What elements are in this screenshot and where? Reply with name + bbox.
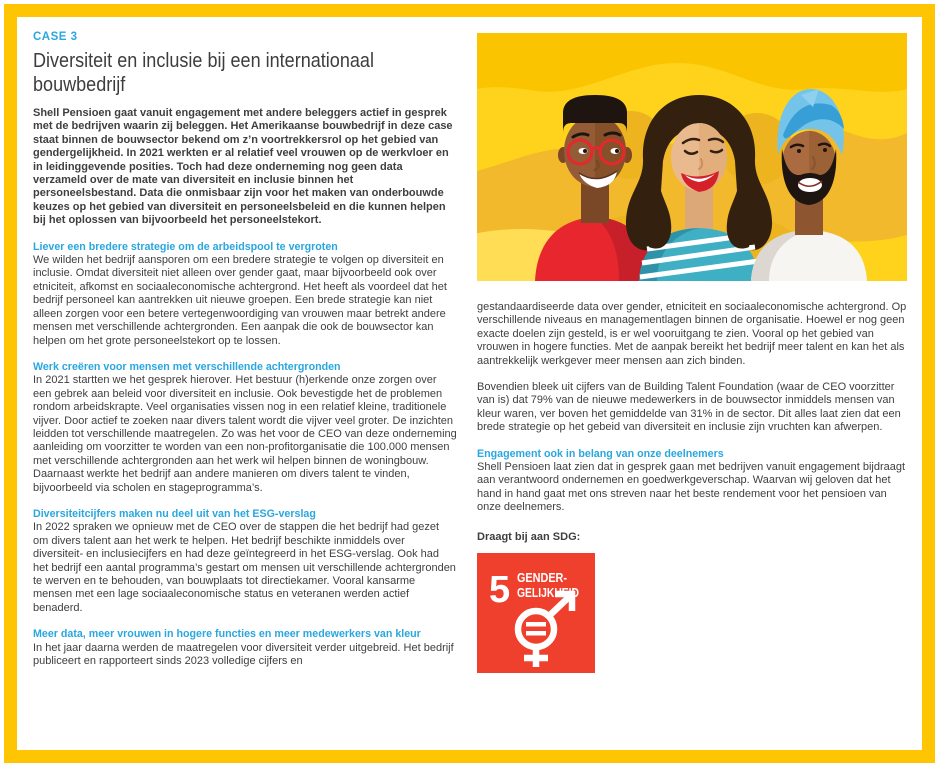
page-title — [33, 49, 457, 97]
page-title-line: bouwbedrijf — [33, 73, 126, 96]
paragraph: Bovendien bleek uit cijfers van de Building Talent Foundation (waar de CEO voorzitter van is) dat 79% van de nieuwe medewerkers in de bouwsector inmiddels mensen van kleur waren, ver boven het gemiddelde van 31% in de sector. Dit alles laat zien dat een brede strategie op het gebeid van diversiteit en inclusie zijn vruchten kan afwerpen. — [477, 381, 901, 434]
intro-paragraph: Shell Pensioen gaat vanuit engagement met andere beleggers actief in gesprek met de bedrijven waarin zij beleggen. Het Amerikaanse bouwbedrijf in deze case staat binnen de bouwsector bekend om z’n voortrekkersrol op het gebied van gendergelijkheid. In 2021 werkten er al relatief veel vrouwen op de werkvloer en in leidinggevende posities. Toch had deze onderneming nog geen data verzameld over de mate van diversiteit en inclusie binnen het personeelsbestand. Data die onmisbaar zijn voor het maken van onderbouwde keuzes op het gebied van diversiteit en personeelsbeleid en die kunnen helpen bij het oplossen van bijvoorbeeld het personeelstekort. — [33, 107, 453, 227]
section-heading-arbeidspool: Liever een bredere strategie om de arbeidspool te vergroten — [33, 240, 338, 253]
yellow-frame — [4, 4, 935, 763]
sdg5-badge — [477, 553, 595, 673]
sdg5-title-line2: GELIJKHEID — [517, 586, 579, 601]
page-title-line: Diversiteit en inclusie bij een internationaal — [33, 49, 374, 72]
section-heading-engagement: Engagement ook in belang van onze deelnemers — [477, 447, 724, 460]
section-heading-werk-creeren: Werk creëren voor mensen met verschillende achtergronden — [33, 360, 341, 373]
sdg-contribution-label: Draagt bij aan SDG: — [477, 530, 581, 543]
sdg5-title-line1: GENDER- — [517, 571, 567, 586]
section-body: Shell Pensioen laat zien dat in gesprek gaan met bedrijven vanuit engagement bijdraagt aan verantwoord ondernemen en goedwerkgeverschap. Waarvan wij geloven dat het hand in hand gaat met ons streven naar het beste rendement voor het pensioen van onze deelnemers. — [477, 461, 906, 514]
section-heading-esg-verslag: Diversiteitcijfers maken nu deel uit van het ESG-verslag — [33, 507, 316, 520]
left-column — [33, 31, 457, 668]
case-label: CASE 3 — [33, 31, 78, 43]
sdg5-number: 5 — [489, 569, 511, 612]
section-body: In 2021 startten we het gesprek hierover. Het bestuur (h)erkende onze zorgen over een gebrek aan beleid voor diversiteit en inclusie. Ook bevestigde het de problemen rondom arbeidskrapte. Veel organisaties vissen nog in een relatief kleine, traditionele vijver. Door actief te zoeken naar divers talent wordt die vijver veel groter. De inzichten leidden tot verschillende maatregelen. Zo was het voor de CEO van deze onderneming aanleiding om voorzitter te worden van een non-profitorganisatie die 100.000 mensen met verschillende achtergronden aan het werk wil helpen binnen de woningbouw. Daarnaast werkte het bedrijf aan andere manieren om divers talent te vinden, bijvoorbeeld via scholen en stageprogramma’s. — [33, 374, 457, 494]
diversity-illustration — [477, 33, 907, 281]
section-body: In het jaar daarna werden de maatregelen voor diversiteit verder uitgebreid. Het bedrijf publiceert en rapporteert sinds 2023 volledige cijfers en — [33, 641, 454, 668]
section-heading-meer-data: Meer data, meer vrouwen in hogere functies en meer medewerkers van kleur — [33, 628, 421, 641]
section-body: We wilden het bedrijf aansporen om een bredere strategie te volgen op diversiteit en inclusie. Omdat diversiteit niet alleen over gender gaat, maar bijvoorbeeld ook over etniciteit, afkomst en sociaaleconomische achtergrond. Het heeft als voordeel dat het bedrijf personeel kan aantrekken uit nieuwe groepen. Een brede strategie kan niet alleen zorgen voor een betere vertegenwoordiging van vrouwen maar betrekt andere mensen met verschillende achtergronden. Een aanpak die ook de bouwsector kan helpen om het grote personeelstekort op te lossen. — [33, 254, 447, 347]
case-page — [17, 17, 922, 750]
paragraph: gestandaardiseerde data over gender, etniciteit en sociaaleconomische achtergrond. Op verschillende niveaus en managementlagen binnen de organisatie. Hoewel er nog geen exacte doelen zijn gesteld, is er wel vooruitgang te zien. Vooral op het gebied van vrouwen in hogere functies. Met de aanpak bereikt het bedrijf meer talent en kan het als aantrekkelijk werkgever meer mensen aan zich binden. — [477, 301, 907, 367]
section-body: In 2022 spraken we opnieuw met de CEO over de stappen die het bedrijf had gezet om divers talent aan het werk te helpen. Het bedrijf beschikte inmiddels over diversiteit- en inclusiecijfers en had deze geïntegreerd in het ESG-verslag. Ook had het bedrijf een aantal programma’s gestart om mensen uit verschillende achtergronden te werven en te behouden, van bouwplaats tot directiekamer. Vooral kansarme mensen met een lage sociaaleconomische status en veteranen werden actief benaderd. — [33, 521, 456, 614]
right-column — [477, 33, 907, 673]
